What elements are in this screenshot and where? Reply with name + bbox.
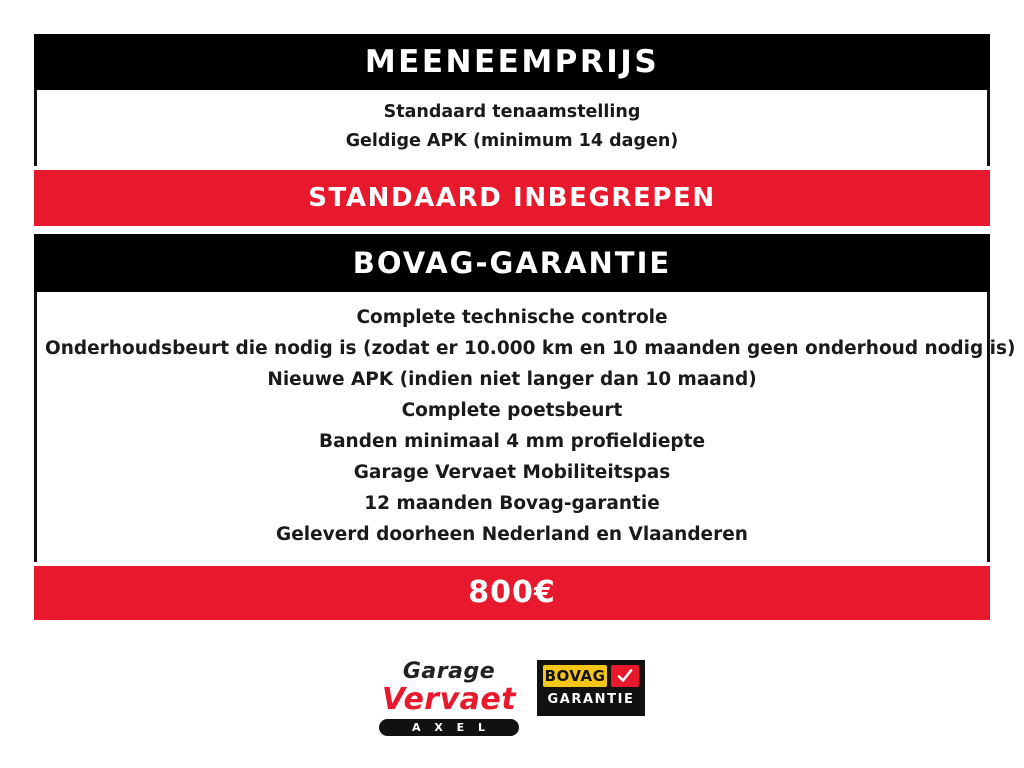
price-amount: 800€ xyxy=(34,566,990,620)
condition-line: Geldige APK (minimum 14 dagen) xyxy=(345,131,679,151)
garage-logo-main: Vervaet xyxy=(381,682,517,717)
warranty-item: 12 maanden Bovag-garantie xyxy=(364,493,660,514)
condition-line: Standaard tenaamstelling xyxy=(383,102,641,122)
bovag-logo-name: BOVAG xyxy=(544,667,606,685)
bovag-logo-top xyxy=(543,665,639,687)
garage-logo-bottom: A X E L xyxy=(379,719,519,736)
warranty-item: Garage Vervaet Mobiliteitspas xyxy=(353,462,671,483)
logo-row xyxy=(0,660,1024,736)
checkmark-icon xyxy=(611,665,639,687)
bovag-garantie-list xyxy=(34,292,1016,562)
warranty-item: Nieuwe APK (indien niet langer dan 10 maand) xyxy=(267,369,757,390)
warranty-item: Onderhoudsbeurt die nodig is (zodat er 10.000 km en 10 maanden geen onderhoud nodig is) xyxy=(45,338,1016,359)
warranty-item: Banden minimaal 4 mm profieldiepte xyxy=(318,431,706,452)
bovag-logo-subtitle: GARANTIE xyxy=(547,692,635,707)
meeneemprijs-title: MEENEEMPRIJS xyxy=(34,34,990,90)
bovag-garantie-title: BOVAG-GARANTIE xyxy=(34,234,990,292)
garage-vervaet-logo xyxy=(379,660,519,736)
standaard-inbegrepen-band: STANDAARD INBEGREPEN xyxy=(34,170,990,226)
bovag-logo xyxy=(537,660,645,716)
warranty-item: Complete poetsbeurt xyxy=(401,400,623,421)
warranty-item: Geleverd doorheen Nederland en Vlaanderen xyxy=(276,524,748,545)
price-sheet xyxy=(34,34,1016,620)
garage-logo-top: Garage xyxy=(402,659,496,684)
meeneemprijs-conditions xyxy=(34,90,990,166)
warranty-item: Complete technische controle xyxy=(356,307,668,328)
